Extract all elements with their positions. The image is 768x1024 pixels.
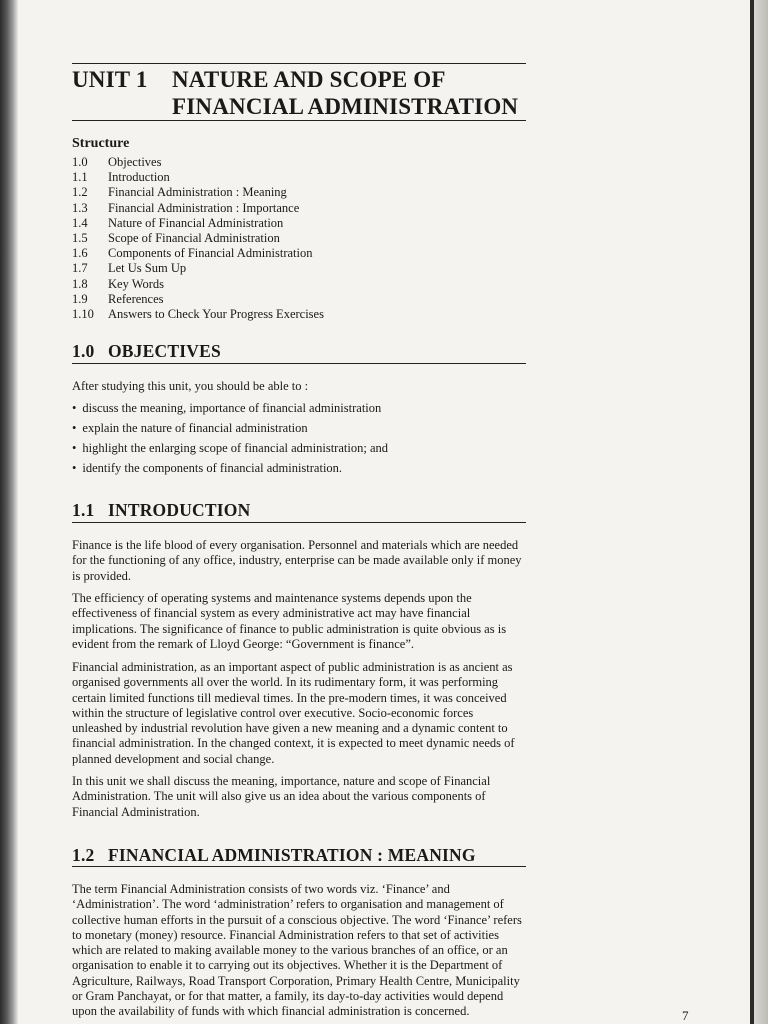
unit-number: UNIT 1 (72, 67, 148, 92)
toc-item: 1.5 Scope of Financial Administration (72, 231, 280, 246)
introduction-rule (72, 522, 526, 523)
meaning-heading: 1.2 FINANCIAL ADMINISTRATION : MEANING (72, 845, 476, 865)
meaning-rule (72, 866, 526, 867)
unit-title-line2: FINANCIAL ADMINISTRATION (172, 94, 519, 119)
introduction-paragraph-1: Finance is the life blood of every organisation. Personnel and materials which are needed for the functioning of any office, industry, enterprise can be made available only if money is provided. (72, 538, 522, 583)
toc-item: 1.10 Answers to Check Your Progress Exercises (72, 307, 324, 322)
objective-item: • discuss the meaning, importance of financial administration (72, 398, 388, 418)
unit-title-line1: NATURE AND SCOPE OF (172, 67, 446, 92)
structure-list (72, 155, 324, 322)
objective-item: • highlight the enlarging scope of financial administration; and (72, 438, 388, 458)
toc-item: 1.6 Components of Financial Administration (72, 246, 313, 261)
toc-item: 1.7 Let Us Sum Up (72, 261, 187, 276)
toc-item: 1.2 Financial Administration : Meaning (72, 185, 287, 200)
page-number: 7 (682, 1008, 689, 1023)
meaning-paragraph-1: The term Financial Administration consists of two words viz. ‘Finance’ and ‘Administration’. The word ‘administration’ refers to organisation and management of collective human efforts in the pursuit of a conscious objective. The word ‘Finance’ refers to monetary (money) resource. Financial Administration refers to that set of activities which are related to making available money to the various branches of an office, or an organisation to enable it to carrying out its objectives. Whether it is the Department of Agriculture, Railways, Road Transport Corporation, Primary Health Centre, Municipality or Gram Panchayat, or for that matter, a family, its day-to-day activities would depend upon the availability of funds with which financial administration is concerned. (72, 882, 522, 1019)
objectives-intro: After studying this unit, you should be able to : (72, 379, 309, 393)
introduction-paragraph-3: Financial administration, as an important aspect of public administration is as ancient as organised governments all over the world. In its rudimentary form, it was performing certain limited functions till medieval times. In the pre-modern times, it was conceived within the structure of legislative control over executive. Socio-economic forces unleashed by industrial revolution have given a new meaning and a dynamic content to financial administration. In the changed context, it is expected to meet dynamic needs of planned development and social change. (72, 660, 515, 766)
toc-item: 1.1 Introduction (72, 170, 170, 185)
toc-item: 1.0 Objectives (72, 155, 162, 169)
toc-item: 1.3 Financial Administration : Importance (72, 200, 300, 215)
objective-item: • explain the nature of financial administration (72, 418, 388, 438)
unit-title (72, 66, 532, 120)
introduction-paragraph-2: The efficiency of operating systems and maintenance systems depends upon the effectiveness of financial system as every administrative act may have financial implications. The significance of finance to public administration is quite obvious as is evident from the remark of Lloyd George: “Government is finance”. (72, 591, 507, 651)
scan-right-margin (754, 0, 768, 1024)
title-bottom-rule (72, 120, 526, 121)
toc-item: 1.8 Key Words (72, 276, 165, 291)
structure-heading: Structure (72, 136, 130, 151)
scan-left-edge (0, 0, 18, 1024)
objective-item: • identify the components of financial administration. (72, 458, 388, 478)
toc-item: 1.4 Nature of Financial Administration (72, 215, 284, 230)
objectives-list (72, 398, 388, 478)
objectives-heading: 1.0 OBJECTIVES (72, 341, 221, 361)
introduction-paragraph-4: In this unit we shall discuss the meaning, importance, nature and scope of Financial Administration. The unit will also give us an idea about the various components of Financial Administration. (72, 774, 491, 819)
scan-right-edge (750, 0, 754, 1024)
introduction-heading: 1.1 INTRODUCTION (72, 500, 251, 520)
objectives-rule (72, 363, 526, 364)
title-top-rule (72, 63, 526, 64)
toc-item: 1.9 References (72, 291, 164, 306)
